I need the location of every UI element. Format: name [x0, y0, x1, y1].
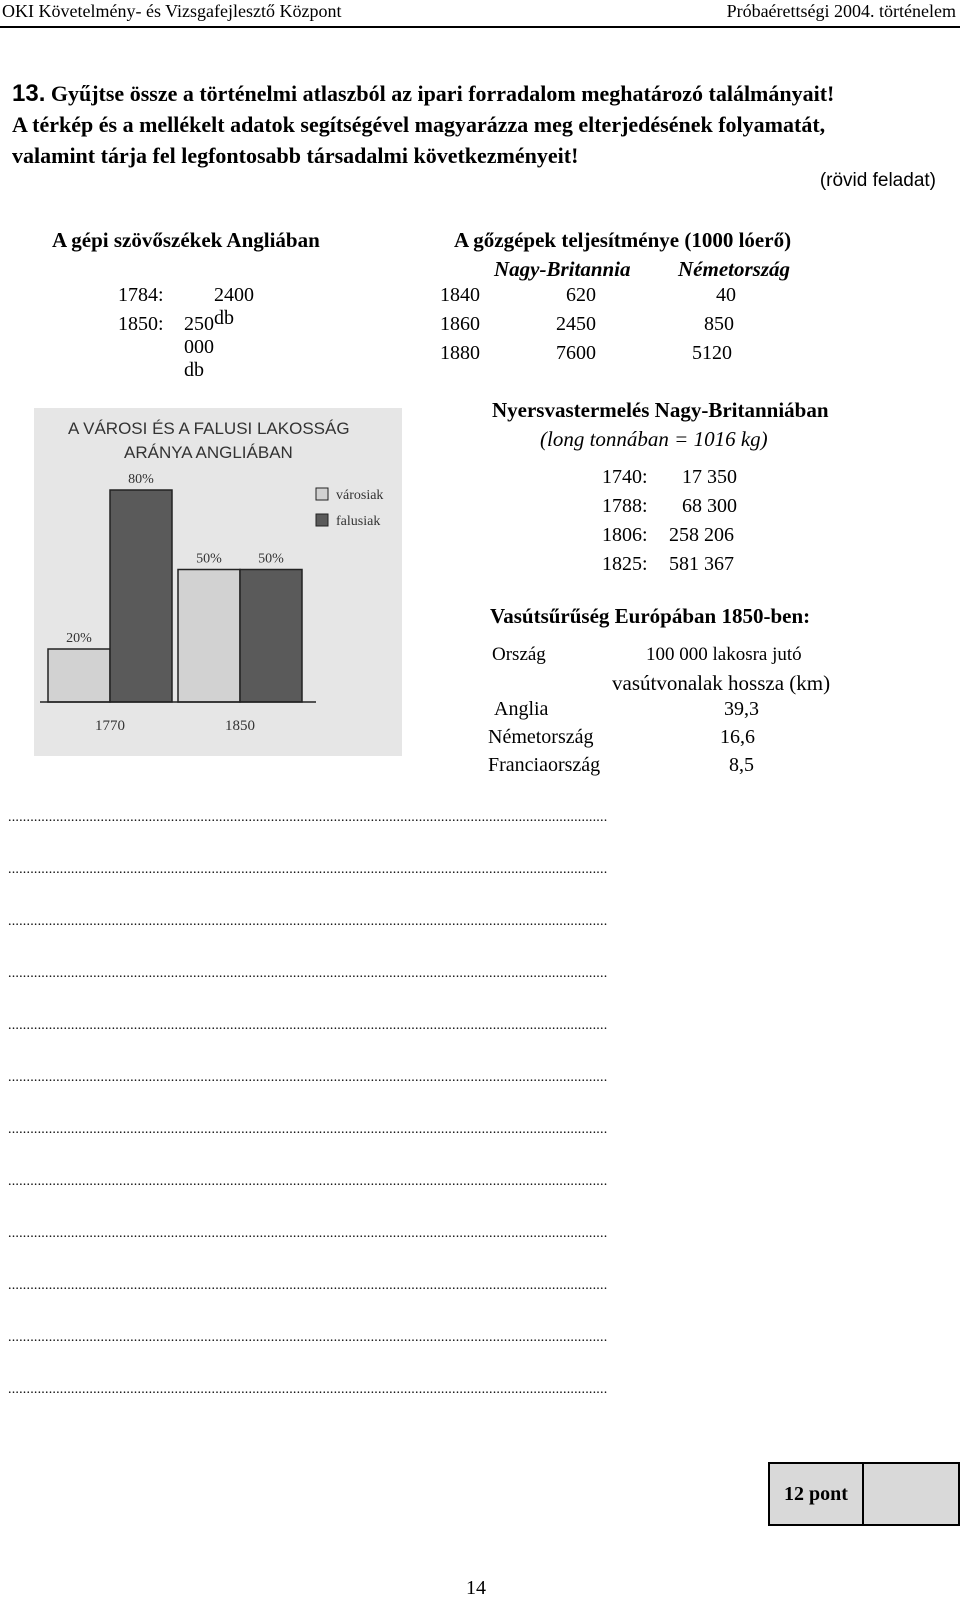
- page-number: 14: [466, 1577, 486, 1599]
- rail-col-length-2: vasútvonalak hossza (km): [612, 671, 831, 695]
- rail-value: 16,6: [720, 726, 755, 748]
- chart-x-tick-label: 1770: [95, 718, 125, 734]
- answer-line[interactable]: ..................................................................................................................................................................: [8, 1018, 608, 1033]
- chart-data-label: 50%: [258, 551, 284, 567]
- rail-title: Vasútsűrűség Európában 1850-ben:: [490, 604, 811, 628]
- task-type-note: (rövid feladat): [819, 170, 936, 191]
- answer-line[interactable]: ..................................................................................................................................................................: [8, 1122, 608, 1137]
- steam-year: 1840: [440, 284, 480, 306]
- chart-legend-swatch: [316, 514, 328, 526]
- answer-line[interactable]: ..................................................................................................................................................................: [8, 1278, 608, 1293]
- looms-value: 250 000 db: [184, 313, 214, 381]
- iron-value: 258 206: [669, 524, 734, 546]
- rail-country: Franciaország: [488, 754, 601, 776]
- answer-line[interactable]: ..................................................................................................................................................................: [8, 966, 608, 981]
- looms-row-2: [118, 313, 214, 381]
- steam-gb-value: 2450: [556, 313, 596, 335]
- chart-bar-falusiak-1850: [240, 570, 302, 703]
- iron-value: 17 350: [682, 466, 737, 488]
- task-line-3: valamint tárja fel legfontosabb társadalmi következményeit!: [12, 143, 579, 168]
- iron-year: 1740:: [602, 466, 648, 488]
- task-line-1: Gyűjtse össze a történelmi atlaszból az ipari forradalom meghatározó találmányait!: [50, 81, 835, 106]
- steam-title: A gőzgépek teljesítménye (1000 lóerő): [454, 228, 792, 252]
- rail-country: Németország: [488, 726, 594, 748]
- looms-year: 1850:: [118, 313, 164, 335]
- chart-bar-városiak-1850: [178, 570, 240, 703]
- task-number: 13.: [12, 80, 46, 107]
- chart-x-tick-label: 1850: [225, 718, 255, 734]
- score-label: 12 pont: [770, 1464, 864, 1524]
- page-header: [0, 0, 960, 28]
- steam-de-value: 850: [704, 313, 734, 335]
- iron-title: Nyersvastermelés Nagy-Britanniában: [492, 398, 829, 422]
- answer-line[interactable]: ..................................................................................................................................................................: [8, 914, 608, 929]
- steam-col-de: Németország: [678, 257, 790, 281]
- chart-bar-városiak-1770: [48, 649, 110, 702]
- chart-data-label: 50%: [196, 551, 222, 567]
- rail-col-country: Ország: [492, 644, 546, 665]
- answer-line[interactable]: ..................................................................................................................................................................: [8, 1330, 608, 1345]
- answer-line[interactable]: ..................................................................................................................................................................: [8, 1226, 608, 1241]
- steam-de-value: 5120: [692, 342, 732, 364]
- iron-subtitle: (long tonnában = 1016 kg): [540, 427, 768, 451]
- population-chart: [34, 408, 402, 756]
- answer-line[interactable]: ..................................................................................................................................................................: [8, 810, 608, 825]
- rail-col-length-1: 100 000 lakosra jutó: [646, 644, 802, 665]
- iron-value: 581 367: [669, 553, 734, 575]
- steam-year: 1880: [440, 342, 480, 364]
- answer-line[interactable]: ..................................................................................................................................................................: [8, 1174, 608, 1189]
- chart-data-label: 20%: [66, 631, 92, 646]
- answer-line[interactable]: ..................................................................................................................................................................: [8, 862, 608, 877]
- steam-de-value: 40: [716, 284, 736, 306]
- iron-year: 1825:: [602, 553, 648, 575]
- answer-line[interactable]: ..................................................................................................................................................................: [8, 1382, 608, 1397]
- rail-country: Anglia: [494, 698, 549, 720]
- answer-line[interactable]: ..................................................................................................................................................................: [8, 1070, 608, 1085]
- chart-legend-swatch: [316, 488, 328, 500]
- chart-data-label: 80%: [128, 472, 154, 487]
- chart-title-line-2: ARÁNYA ANGLIÁBAN: [124, 443, 293, 462]
- task-line-2: A térkép és a mellékelt adatok segítségével magyarázza meg elterjedésének folyamatát,: [12, 112, 826, 137]
- rail-value: 8,5: [729, 754, 754, 776]
- score-field[interactable]: [864, 1464, 958, 1524]
- steam-col-gb: Nagy-Britannia: [494, 257, 631, 281]
- chart-bar-falusiak-1770: [110, 490, 172, 702]
- steam-gb-value: 620: [566, 284, 596, 306]
- population-chart-image: [34, 408, 402, 756]
- header-right: Próbaérettségi 2004. történelem: [726, 1, 956, 21]
- iron-year: 1788:: [602, 495, 648, 517]
- steam-year: 1860: [440, 313, 480, 335]
- iron-value: 68 300: [682, 495, 737, 517]
- task-text: [12, 78, 952, 171]
- chart-legend-label: falusiak: [336, 514, 381, 529]
- iron-year: 1806:: [602, 524, 648, 546]
- steam-gb-value: 7600: [556, 342, 596, 364]
- score-box: [768, 1462, 960, 1526]
- looms-year: 1784:: [118, 284, 164, 306]
- rail-value: 39,3: [724, 698, 759, 720]
- looms-value: 2400 db: [214, 284, 254, 329]
- header-left: OKI Követelmény- és Vizsgafejlesztő Központ: [2, 1, 342, 21]
- looms-title: A gépi szövőszékek Angliában: [52, 228, 320, 252]
- chart-legend-label: városiak: [336, 488, 384, 503]
- chart-title-line-1: A VÁROSI ÉS A FALUSI LAKOSSÁG: [68, 419, 350, 438]
